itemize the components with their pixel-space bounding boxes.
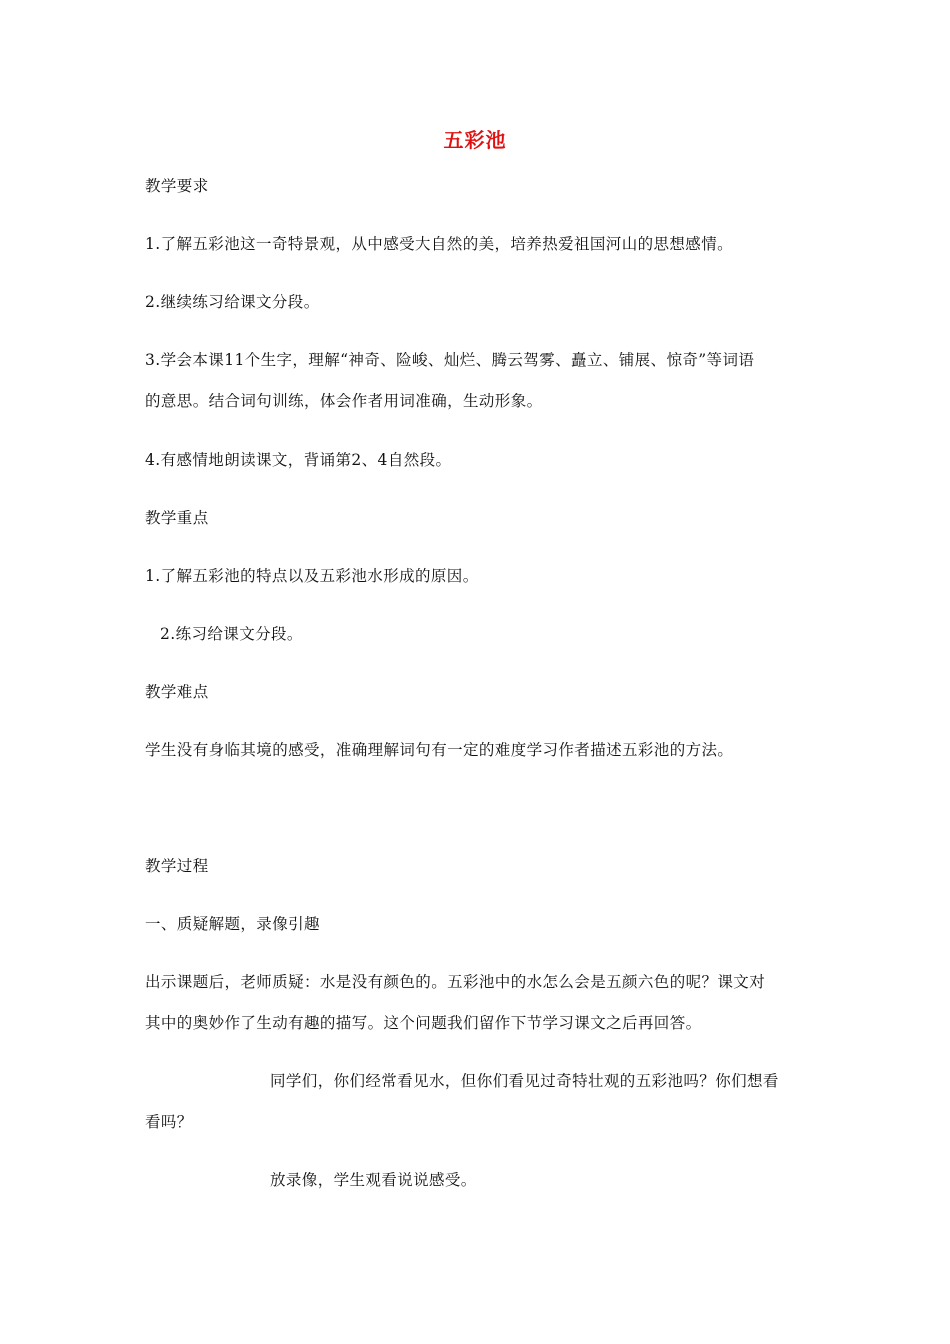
difficulty-item-1: 学生没有身临其境的感受，准确理解词句有一定的难度学习作者描述五彩池的方法。	[145, 741, 734, 759]
key-point-item-1: 1.了解五彩池的特点以及五彩池水形成的原因。	[145, 567, 479, 585]
difficulties-heading: 教学难点	[145, 683, 209, 701]
process-video-line: 放录像，学生观看说说感受。	[270, 1171, 477, 1189]
requirement-item-1: 1.了解五彩池这一奇特景观，从中感受大自然的美，培养热爱祖国河山的思想感情。	[145, 235, 733, 253]
process-question-line-1: 同学们，你们经常看见水，但你们看见过奇特壮观的五彩池吗？你们想看	[270, 1072, 779, 1090]
process-paragraph-line-2: 其中的奥妙作了生动有趣的描写。这个问题我们留作下节学习课文之后再回答。	[145, 1014, 702, 1032]
process-step-1: 一、质疑解题，录像引趣	[145, 915, 320, 933]
process-paragraph-line-1: 出示课题后，老师质疑：水是没有颜色的。五彩池中的水怎么会是五颜六色的呢？课文对	[145, 973, 766, 991]
requirement-item-4: 4.有感情地朗读课文，背诵第2、4自然段。	[145, 451, 452, 469]
requirements-heading: 教学要求	[145, 177, 209, 195]
requirement-item-3: 3.学会本课11个生字，理解“神奇、险峻、灿烂、腾云驾雾、矗立、铺展、惊奇”等词语	[145, 351, 755, 369]
requirement-item-3-continued: 的意思。结合词句训练，体会作者用词准确，生动形象。	[145, 392, 543, 410]
key-points-heading: 教学重点	[145, 509, 209, 527]
process-question-line-2: 看吗？	[145, 1113, 193, 1131]
process-heading: 教学过程	[145, 857, 209, 875]
requirement-item-2: 2.继续练习给课文分段。	[145, 293, 320, 311]
key-point-item-2: 2.练习给课文分段。	[160, 625, 303, 643]
document-title: 五彩池	[443, 128, 507, 152]
